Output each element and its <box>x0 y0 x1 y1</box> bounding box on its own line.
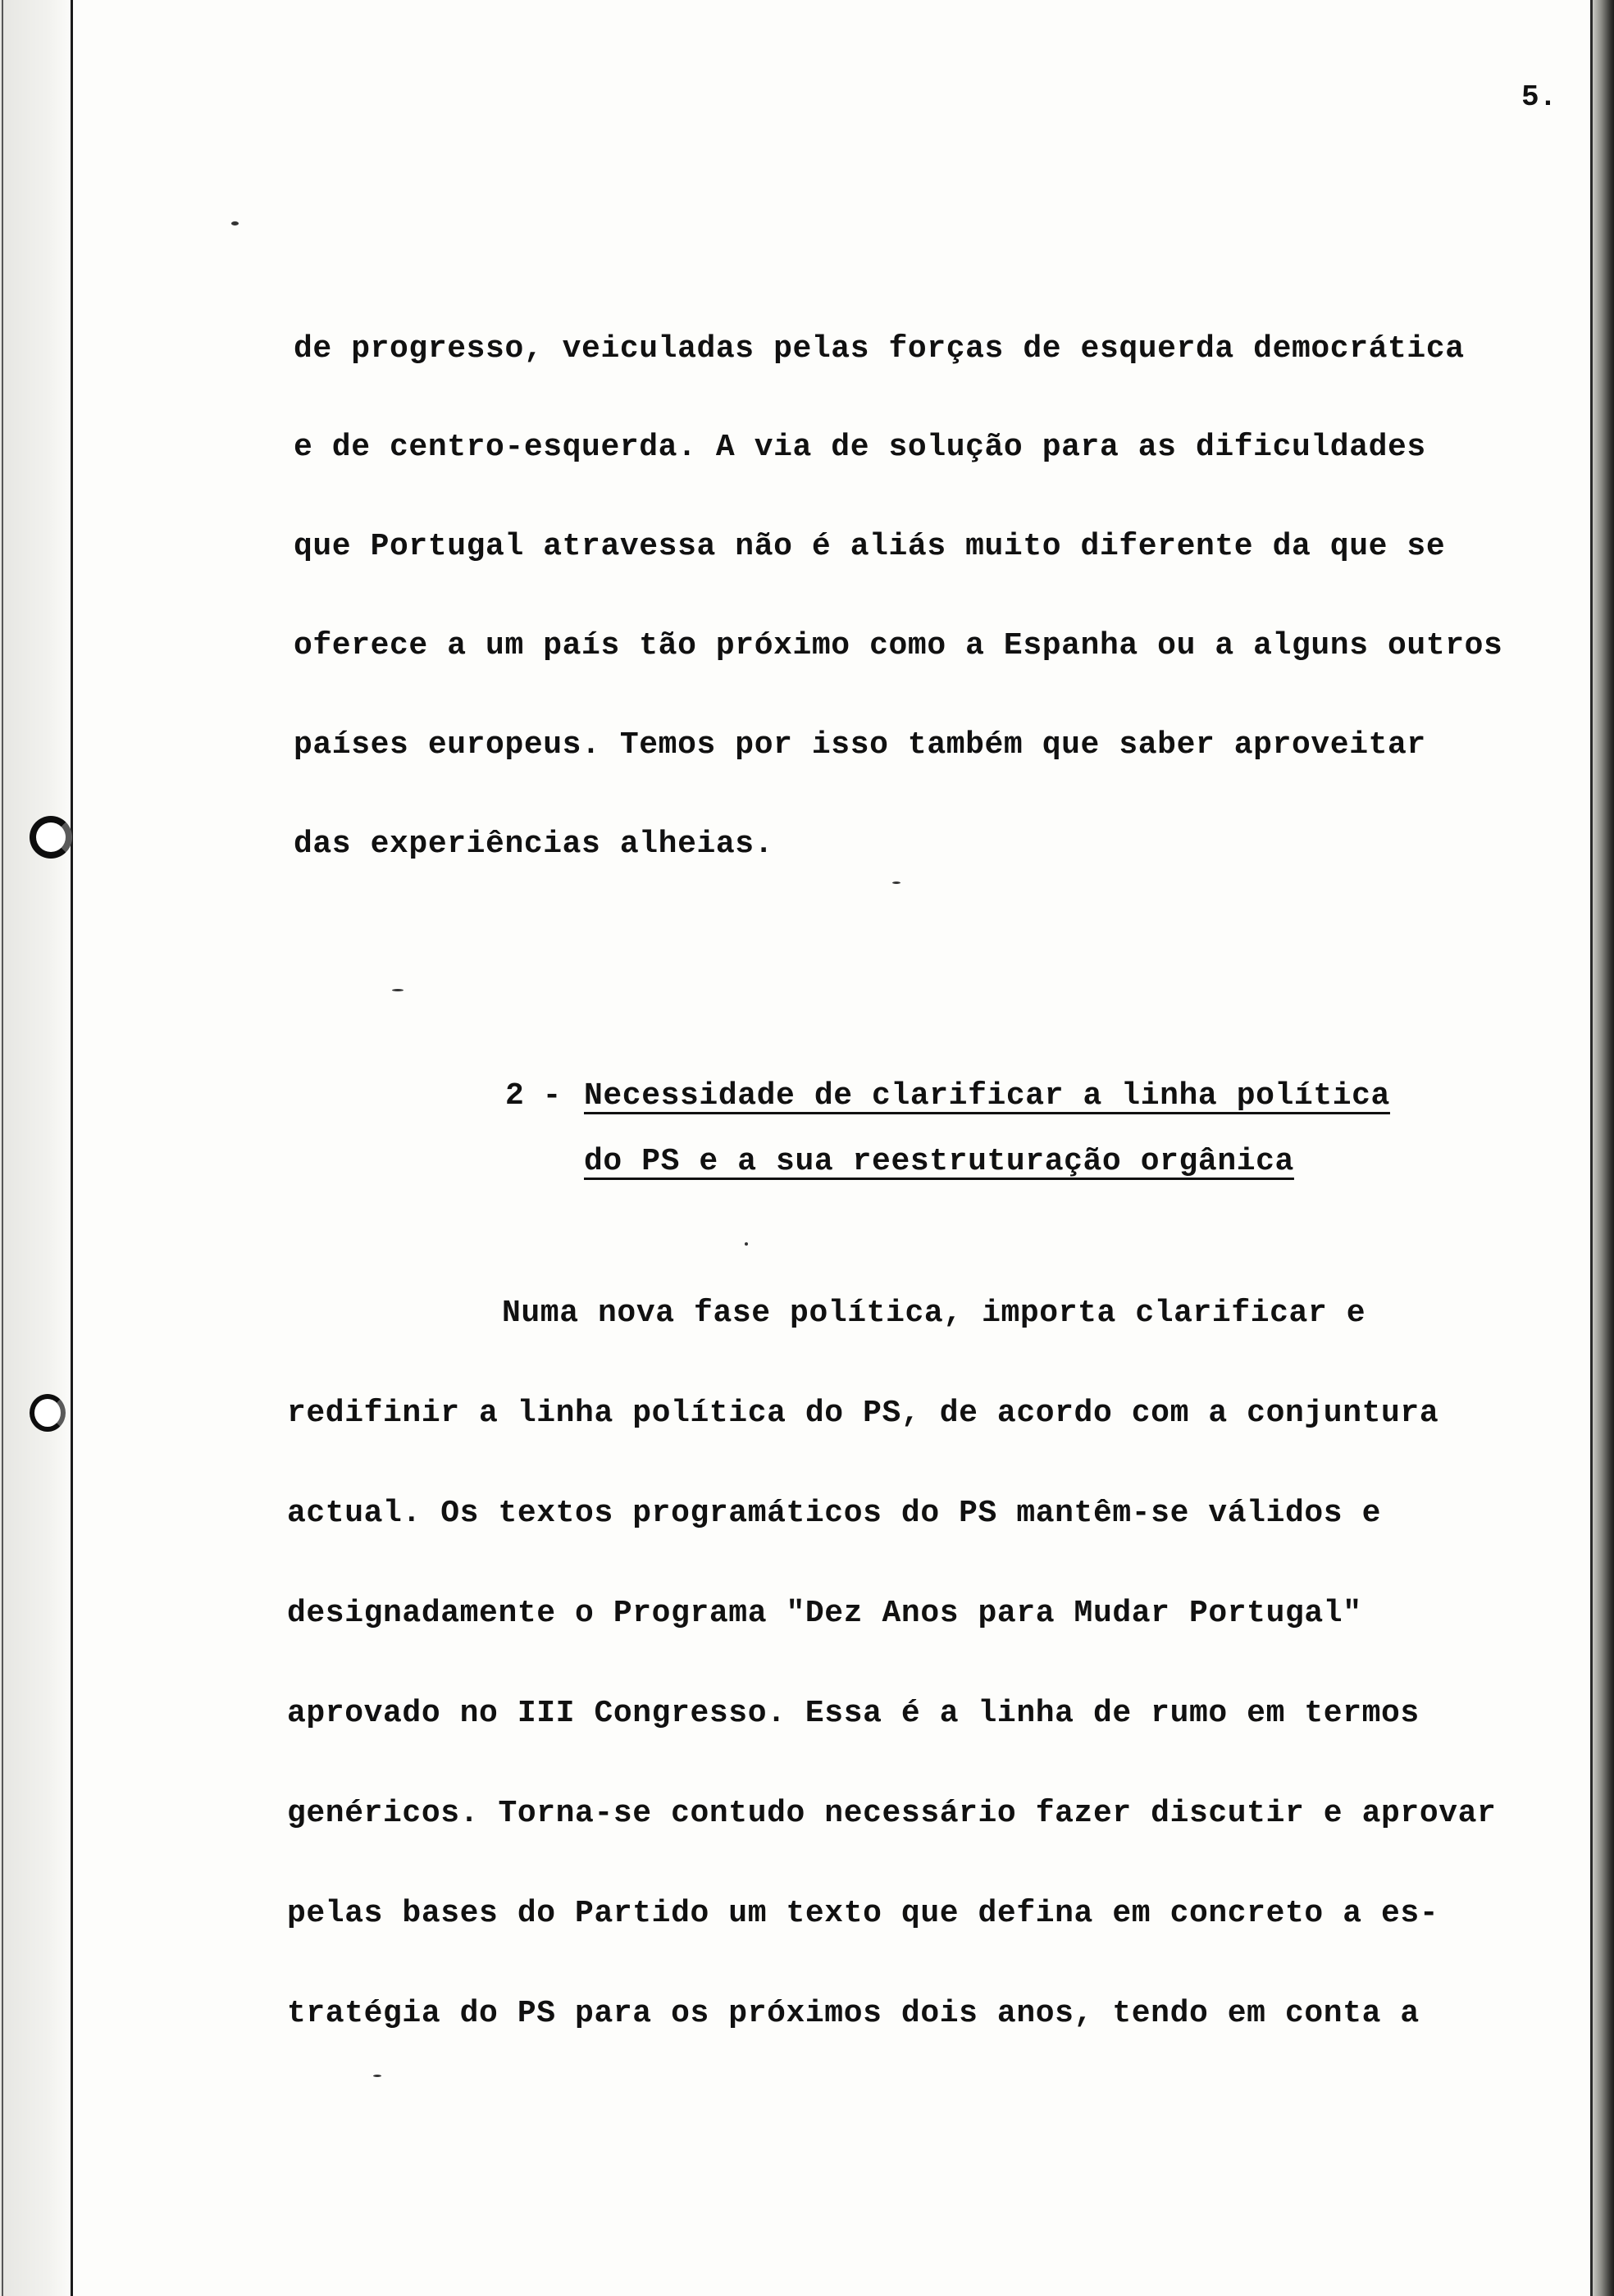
paragraph-2-line: pelas bases do Partido um texto que defina em concreto a es- <box>287 1896 1439 1931</box>
scan-right-edge <box>1593 0 1614 2296</box>
scan-speck <box>373 2075 381 2077</box>
scan-speck <box>392 989 404 991</box>
paragraph-2-line: tratégia do PS para os próximos dois anos, tendo em conta a <box>287 1996 1420 2031</box>
section-title-line: do PS e a sua reestruturação orgânica <box>584 1144 1294 1179</box>
scan-speck <box>745 1242 748 1246</box>
scan-speck <box>231 221 239 226</box>
scan-speck <box>892 882 900 884</box>
paragraph-1-line: e de centro-esquerda. A via de solução para as dificuldades <box>294 430 1426 465</box>
punch-hole-icon <box>30 816 72 859</box>
page-number: 5. <box>1521 80 1557 114</box>
paragraph-1-line: países europeus. Temos por isso também que saber aproveitar <box>294 727 1426 763</box>
paragraph-2-line: Numa nova fase política, importa clarificar e <box>502 1296 1366 1331</box>
section-number: 2 - <box>505 1078 562 1114</box>
paragraph-1-line: que Portugal atravessa não é aliás muito diferente da que se <box>294 529 1446 564</box>
paragraph-1-line: de progresso, veiculadas pelas forças de esquerda democrática <box>294 331 1465 367</box>
paragraph-1-line: oferece a um país tão próximo como a Espanha ou a alguns outros <box>294 628 1503 663</box>
paragraph-2-line: aprovado no III Congresso. Essa é a linha de rumo em termos <box>287 1696 1420 1731</box>
scan-left-border-outer <box>2 0 3 2296</box>
paragraph-1-line: das experiências alheias. <box>294 827 774 862</box>
paragraph-2-line: genéricos. Torna-se contudo necessário fazer discutir e aprovar <box>287 1796 1497 1831</box>
punch-hole-icon <box>30 1394 66 1432</box>
paragraph-2-line: designadamente o Programa "Dez Anos para Mudar Portugal" <box>287 1596 1362 1631</box>
scan-left-edge <box>0 0 72 2296</box>
paragraph-2-line: redifinir a linha política do PS, de acordo com a conjuntura <box>287 1396 1439 1431</box>
section-title-line: Necessidade de clarificar a linha política <box>584 1078 1390 1114</box>
paragraph-2-line: actual. Os textos programáticos do PS mantêm-se válidos e <box>287 1496 1382 1531</box>
scan-left-border <box>71 0 73 2296</box>
